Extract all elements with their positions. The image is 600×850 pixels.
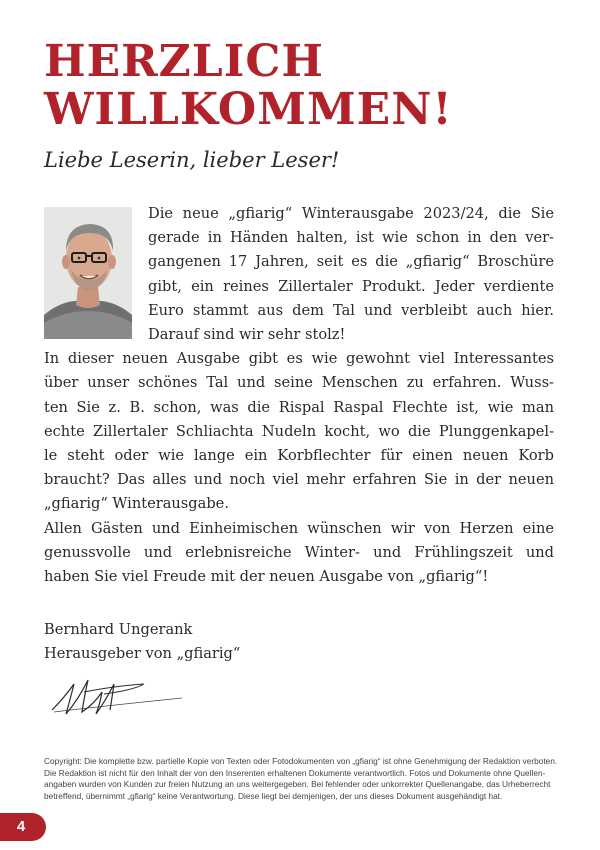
text-line: Euro stammt aus dem Tal und verbleibt auch hier. <box>148 301 554 319</box>
greeting-heading: Liebe Leserin, lieber Leser! <box>44 148 340 172</box>
signature-block <box>44 618 240 666</box>
third-paragraph <box>44 517 554 590</box>
title-line-2: WILLKOMMEN! <box>44 84 453 135</box>
editorial-body <box>44 202 554 589</box>
text-line: genussvolle und erlebnisreiche Winter- und Frühlingszeit und <box>44 543 554 561</box>
publisher-name: Bernhard Ungerank <box>44 621 193 638</box>
text-line: ten Sie z. B. schon, was die Rispal Raspal Flechte ist, wie man <box>44 398 554 416</box>
text-line: In dieser neuen Ausgabe gibt es wie gewohnt viel Interessantes <box>44 350 554 368</box>
text-line: „gfiarig“ Winterausgabe. <box>44 495 229 513</box>
copyright-line: angaben wurden von Kunden zur freien Nutzung an uns weitergegeben. Bei fehlender oder unkorrekter Quellenangabe, das Urheberrecht <box>44 779 551 790</box>
text-line: le steht oder wie lange ein Korbflechter für einen neuen Korb <box>44 447 554 465</box>
copyright-line: betreffend, übernimmt „gfiarig“ keine Verantwortung. Diese liegt bei demjenigen, der uns dieses Dokument ausgehändigt hat. <box>44 790 503 801</box>
page-title <box>44 38 453 134</box>
text-line: gangenen 17 Jahren, seit es die „gfiarig“ Broschüre <box>148 253 554 271</box>
copyright-line: Die Redaktion ist nicht für den Inhalt der von den Inserenten erhaltenen Dokumente verantwortlich. Fotos und Dokumente ohne Quellen- <box>44 767 546 778</box>
text-line: über unser schönes Tal und seine Menschen zu erfahren. Wuss- <box>44 374 554 392</box>
copyright-line: Copyright: Die komplette bzw. partielle Kopie von Texten oder Fotodokumenten von „gfiarig“ ist ohne Genehmigung der Redaktion verboten. <box>44 756 558 766</box>
text-line: braucht? Das alles und noch viel mehr erfahren Sie in der neuen <box>44 471 554 489</box>
intro-paragraph <box>44 202 554 347</box>
title-line-1: HERZLICH <box>44 36 324 87</box>
publisher-role: Herausgeber von „gfiarig“ <box>44 645 241 662</box>
text-line: gibt, ein reines Zillertaler Produkt. Jeder verdiente <box>148 277 554 295</box>
copyright-notice <box>44 756 564 802</box>
page-number-badge: 4 <box>0 813 46 841</box>
second-paragraph <box>44 347 554 516</box>
text-line: haben Sie viel Freude mit der neuen Ausgabe von „gfiarig“! <box>44 568 489 586</box>
text-line: echte Zillertaler Schliachta Nudeln kocht, wo die Plunggenkapel- <box>44 422 554 440</box>
text-line: Die neue „gfiarig“ Winterausgabe 2023/24, die Sie <box>148 205 554 222</box>
handwritten-signature <box>44 670 194 720</box>
text-line: Allen Gästen und Einheimischen wünschen wir von Herzen eine <box>44 519 554 537</box>
text-line: gerade in Händen halten, ist wie schon in den ver- <box>148 229 554 247</box>
text-line: Darauf sind wir sehr stolz! <box>148 326 346 344</box>
